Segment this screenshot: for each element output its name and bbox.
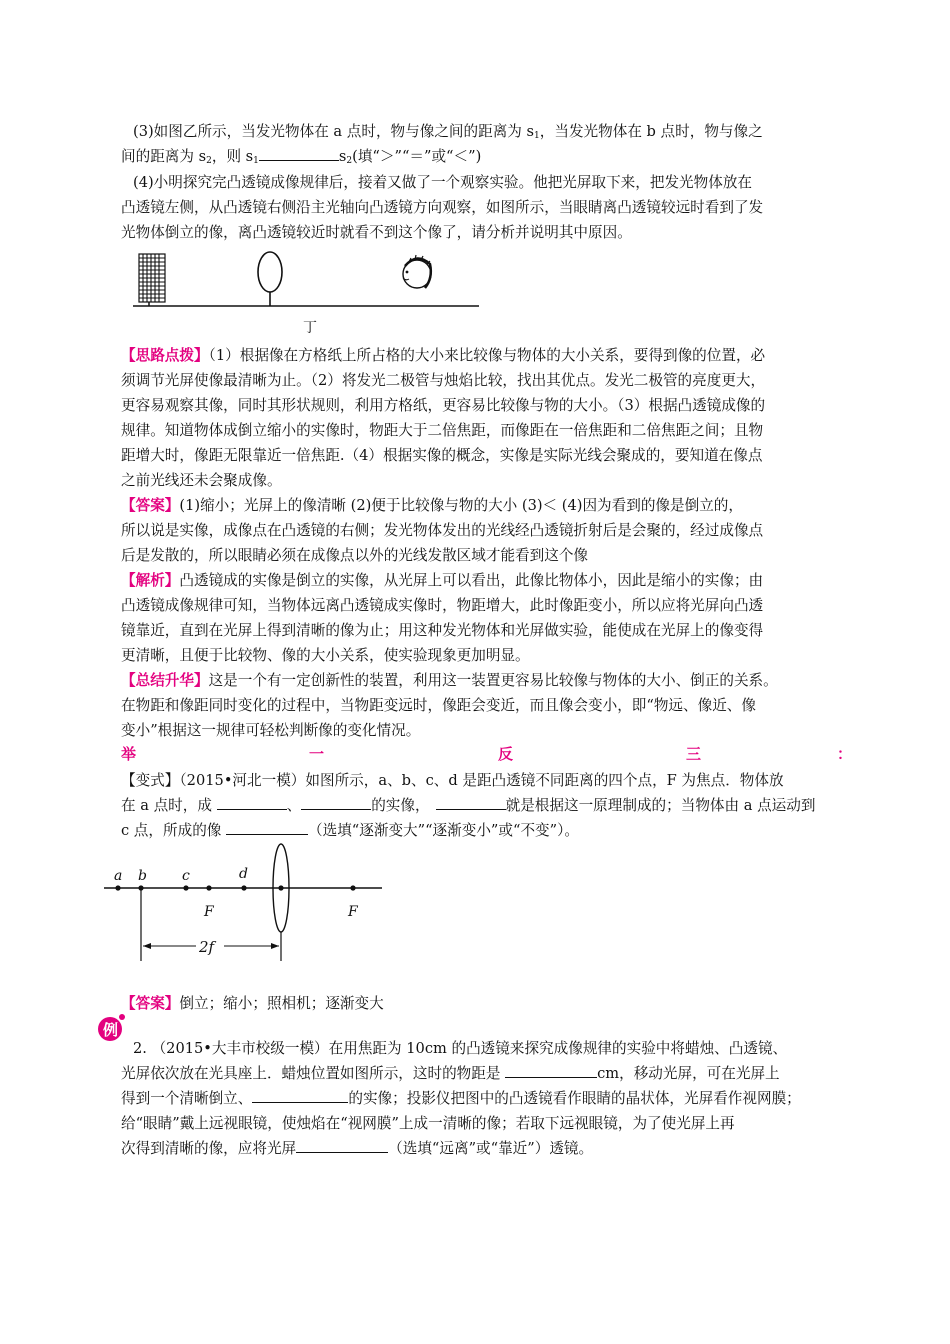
- bianshi-line-1: 【变式】（2015•河北一模）如图所示，a、b、c、d 是距凸透镜不同距离的四个点，F 为焦点．物体放: [121, 772, 784, 789]
- figure-ding: [125, 248, 485, 340]
- silu-line-6: 之前光线还未会聚成像。: [121, 472, 282, 489]
- silu-line-4: 规律。知道物体成倒立缩小的实像时，物距大于二倍焦距，而像距在一倍焦距和二倍焦距之间；且物: [121, 422, 764, 439]
- silu-tag: 【思路点拨】: [121, 347, 209, 364]
- answer-blank[interactable]: [301, 794, 371, 810]
- bianshi-tag: 【变式】: [121, 772, 180, 789]
- answer1-line-2: 所以说是实像，成像点在凸透镜的右侧；发光物体发出的光线经凸透镜折射后是会聚的，经过成像点: [121, 522, 764, 539]
- zongjie-line-1: 【总结升华】这是一个有一定创新性的装置，利用这一装置更容易比较像与物体的大小、倒正的关系。: [121, 672, 778, 689]
- q3-line-2: 间的距离为 $s_2$，则 $s_1$ $s_2$(填“＞”“＝”或“＜”): [121, 144, 853, 174]
- point-c: [183, 885, 188, 890]
- svg-text:b: b: [138, 868, 147, 884]
- svg-text:c: c: [182, 868, 190, 884]
- figure-ding-label: 丁: [303, 320, 317, 336]
- example2-line-5: 次得到清晰的像，应将光屏 （选填“远离”或“靠近”）透镜。: [121, 1136, 853, 1161]
- answer1-line-1: 【答案】(1)缩小；光屏上的像清晰 (2)便于比较像与物的大小 (3)＜ (4)因为看到的像是倒立的，: [121, 497, 743, 514]
- q3-line-1: (3)如图乙所示，当发光物体在 a 点时，物与像之间的距离为 $s_1$，当发光物体在 b 点时，物与像之: [133, 123, 763, 141]
- svg-text:d: d: [239, 866, 248, 882]
- q4-line-3: 光物体倒立的像，离凸透镜较近时就看不到这个像了，请分析并说明其中原因。: [121, 224, 632, 241]
- answer-blank[interactable]: [296, 1137, 388, 1153]
- silu-line-1: 【思路点拨】（1）根据像在方格纸上所占格的大小来比较像与物体的大小关系，要得到像的位置，必: [121, 347, 766, 364]
- svg-text:F: F: [204, 904, 214, 920]
- zongjie-tag: 【总结升华】: [121, 672, 209, 689]
- lens-diagram: [98, 838, 388, 966]
- lens-center: [278, 885, 283, 890]
- example-badge-icon: [97, 1012, 127, 1042]
- example2-line-2: 光屏依次放在光具座上．蜡烛位置如图所示，这时的物距是 cm，移动光屏，可在光屏上: [121, 1061, 853, 1086]
- svg-text:例: 例: [103, 1021, 119, 1039]
- q4-line-1: (4)小明探究完凸透镜成像规律后，接着又做了一个观察实验。他把光屏取下来，把发光物体放在: [133, 174, 753, 191]
- answer-blank[interactable]: [252, 1087, 348, 1103]
- bianshi-line-2: 在 a 点时，成 、 的实像， 就是根据这一原理制成的；当物体由 a 点运动到: [121, 793, 853, 818]
- answer1-line-3: 后是发散的，所以眼睛必须在成像点以外的光线发散区域才能看到这个像: [121, 547, 589, 564]
- silu-line-3: 更容易观察其像，同时其形状规则，利用方格纸，更容易比较像与物的大小。（3）根据凸透镜成像的: [121, 397, 766, 414]
- answer1-tag: 【答案】: [121, 497, 180, 514]
- lens-icon: [258, 252, 282, 306]
- answer-blank[interactable]: [436, 794, 506, 810]
- jiexi-line-1: 【解析】凸透镜成的实像是倒立的实像，从光屏上可以看出，此像比物体小，因此是缩小的实像；由: [121, 572, 764, 589]
- zongjie-line-3: 变小”根据这一规律可轻松判断像的变化情况。: [121, 722, 421, 739]
- answer-blank[interactable]: [259, 145, 339, 161]
- svg-text:a: a: [114, 868, 123, 884]
- q4-line-2: 凸透镜左侧，从凸透镜右侧沿主光轴向凸透镜方向观察，如图所示，当眼睛离凸透镜较远时看到了发: [121, 199, 764, 216]
- observer-head-icon: [403, 255, 431, 288]
- grid-object-icon: [139, 254, 165, 306]
- answer-blank[interactable]: [505, 1062, 597, 1078]
- practice-heading: 举 一 反 三 ：: [121, 745, 853, 763]
- svg-text:2f: 2f: [199, 938, 215, 956]
- point-d: [241, 885, 246, 890]
- answer2-line: 【答案】倒立；缩小；照相机；逐渐变大: [121, 995, 384, 1012]
- example2-line-3: 得到一个清晰倒立、 的实像；投影仪把图中的凸透镜看作眼睛的晶状体，光屏看作视网膜；: [121, 1086, 853, 1111]
- jiexi-tag: 【解析】: [121, 572, 180, 589]
- zongjie-line-2: 在物距和像距同时变化的过程中，当物距变远时，像距会变近，而且像会变小，即“物远、像近、像: [121, 697, 756, 714]
- jiexi-line-2: 凸透镜成像规律可知，当物体远离凸透镜成实像时，物距增大，此时像距变小，所以应将光屏向凸透: [121, 597, 764, 614]
- silu-line-5: 距增大时，像距无限靠近一倍焦距.（4）根据实像的概念，实像是实际光线会聚成的，要知道在像点: [121, 447, 763, 464]
- point-F-left: [206, 885, 211, 890]
- answer-blank[interactable]: [226, 819, 308, 835]
- svg-text:F: F: [348, 904, 358, 920]
- example2-line-1: 2. （2015•大丰市校级一模）在用焦距为 10cm 的凸透镜来探究成像规律的实验中将蜡烛、凸透镜、: [133, 1040, 788, 1057]
- silu-line-2: 须调节光屏使像最清晰为止。（2）将发光二极管与烛焰比较，找出其优点。发光二极管的亮度更大，: [121, 372, 766, 389]
- point-F-right: [350, 885, 355, 890]
- answer2-tag: 【答案】: [121, 995, 180, 1012]
- example2-line-4: 给“眼睛”戴上远视眼镜，使烛焰在“视网膜”上成一清晰的像；若取下远视眼镜，为了使光屏上再: [121, 1115, 735, 1132]
- jiexi-line-4: 更清晰，且便于比较物、像的大小关系，使实验现象更加明显。: [121, 647, 530, 664]
- point-a: [115, 885, 120, 890]
- jiexi-line-3: 镜靠近，直到在光屏上得到清晰的像为止；用这种发光物体和光屏做实验，能使成在光屏上的像变得: [121, 622, 764, 639]
- answer-blank[interactable]: [217, 794, 287, 810]
- bianshi-line-3: c 点，所成的像 （选填“逐渐变大”“逐渐变小”或“不变”）。: [121, 818, 853, 843]
